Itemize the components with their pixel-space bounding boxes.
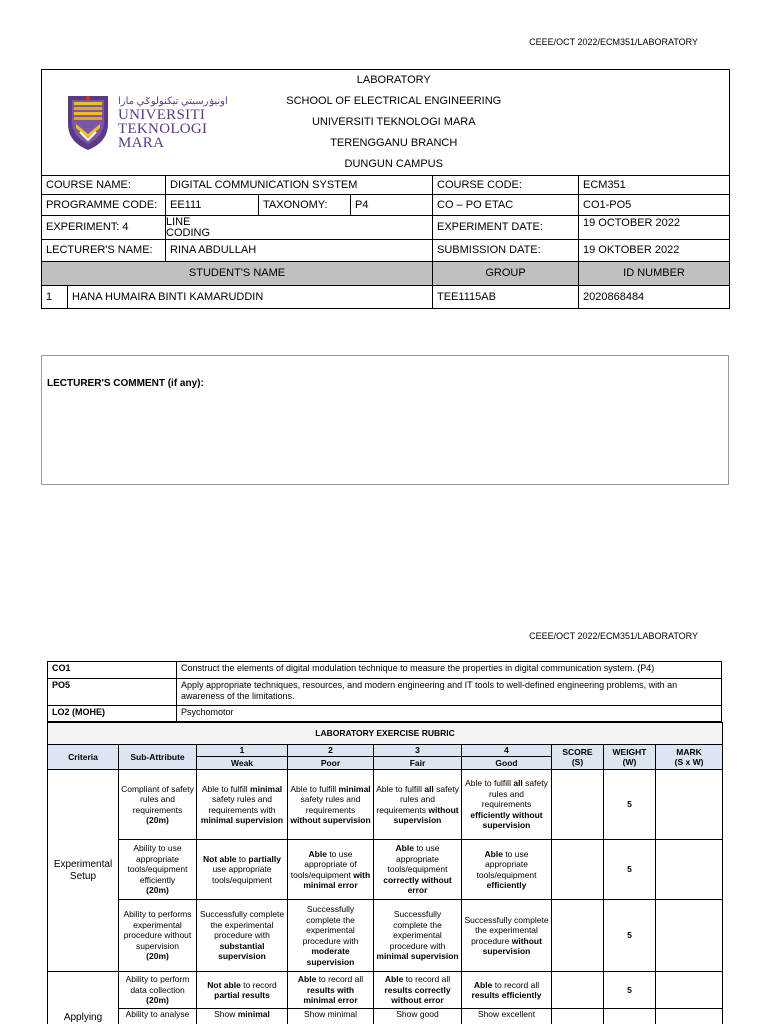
descriptor-fair: Successfully complete the experimental procedure with minimal supervision xyxy=(374,900,462,972)
course-code-label: COURSE CODE: xyxy=(433,176,579,195)
score-cell[interactable] xyxy=(552,770,604,840)
level-number: 1 xyxy=(197,745,288,757)
experiment-title xyxy=(166,216,433,240)
student-id: 2020868484 xyxy=(579,286,730,309)
descriptor-good: Able to fulfill all safety rules and requirements efficiently without supervision xyxy=(462,770,552,840)
descriptor-poor: Able to use appropriate of tools/equipment with minimal error xyxy=(288,840,374,900)
level-name: Good xyxy=(462,757,552,770)
logo-line-1: UNIVERSITI xyxy=(118,106,206,123)
group-header: GROUP xyxy=(433,262,579,286)
descriptor-fair: Able to record all results correctly without error xyxy=(374,972,462,1009)
programme-code-label: PROGRAMME CODE: xyxy=(42,195,166,216)
descriptor-poor: Successfully complete the experimental procedure with moderate supervision xyxy=(288,900,374,972)
lecturer-comment-label: LECTURER'S COMMENT (if any): xyxy=(47,378,204,389)
outcome-key: CO1 xyxy=(48,662,177,679)
rubric-row xyxy=(48,770,723,840)
outcome-key: LO2 (MOHE) xyxy=(48,706,177,722)
experiment-label: EXPERIMENT: 4 xyxy=(42,216,166,240)
descriptor-good: Able to record all results efficiently xyxy=(462,972,552,1009)
descriptor-poor: Able to record all results with minimal error xyxy=(288,972,374,1009)
level-name: Fair xyxy=(374,757,462,770)
rubric-title: LABORATORY EXERCISE RUBRIC xyxy=(48,723,723,745)
logo-line-2: TEKNOLOGI xyxy=(118,120,208,137)
header-titles xyxy=(259,70,730,176)
weight-cell: 5 xyxy=(604,972,656,1009)
student-cell xyxy=(42,286,433,309)
rubric-table xyxy=(47,722,723,1024)
id-number-header: ID NUMBER xyxy=(579,262,730,286)
level-number: 3 xyxy=(374,745,462,757)
course-outcomes-table xyxy=(47,661,722,722)
lecturer-label: LECTURER'S NAME: xyxy=(42,240,166,262)
page-reference: CEEE/OCT 2022/ECM351/LABORATORY xyxy=(529,37,698,47)
experiment-title-line-2: CODING xyxy=(166,226,210,239)
weight-cell: 5 xyxy=(604,840,656,900)
logo-jawi-text: اونيۏرسيتي تيكنولوݢي مارا xyxy=(118,95,228,107)
course-code-value: ECM351 xyxy=(579,176,730,195)
logo-line-3: MARA xyxy=(118,134,165,151)
descriptor-weak: Able to fulfill minimal safety rules and requirements with minimal supervision xyxy=(197,770,288,840)
descriptor-poor: Able to fulfill minimal safety rules and requirements without supervision xyxy=(288,770,374,840)
title-branch: TERENGGANU BRANCH xyxy=(330,137,458,149)
taxonomy-value: P4 xyxy=(351,195,433,216)
descriptor-fair: Able to fulfill all safety rules and requirements without supervision xyxy=(374,770,462,840)
lecturer-comment-box[interactable] xyxy=(41,355,729,485)
level-number: 2 xyxy=(288,745,374,757)
taxonomy-label: TAXONOMY: xyxy=(259,195,351,216)
weight-cell xyxy=(604,1009,656,1024)
header-table xyxy=(41,69,730,309)
descriptor-poor: Show minimal xyxy=(288,1009,374,1024)
mark-header: MARK (S x W) xyxy=(656,745,723,770)
co-po-label: CO – PO ETAC xyxy=(433,195,579,216)
page-reference-2: CEEE/OCT 2022/ECM351/LABORATORY xyxy=(529,631,698,641)
submission-date-label: SUBMISSION DATE: xyxy=(433,240,579,262)
experiment-date-value: 19 OCTOBER 2022 xyxy=(579,216,730,240)
descriptor-weak: Not able to partially use appropriate tools/equipment xyxy=(197,840,288,900)
level-number: 4 xyxy=(462,745,552,757)
lecturer-value: RINA ABDULLAH xyxy=(166,240,433,262)
uitm-crest-icon xyxy=(66,94,110,152)
sub-attribute: Compliant of safety rules and requirements (20m) xyxy=(119,770,197,840)
descriptor-weak: Successfully complete the experimental procedure with substantial supervision xyxy=(197,900,288,972)
co-po-value: CO1-PO5 xyxy=(579,195,730,216)
mark-cell[interactable] xyxy=(656,1009,723,1024)
mark-cell[interactable] xyxy=(656,840,723,900)
sub-attribute: Ability to performs experimental procedure without supervision (20m) xyxy=(119,900,197,972)
title-laboratory: LABORATORY xyxy=(356,74,431,86)
descriptor-good: Successfully complete the experimental procedure without supervision xyxy=(462,900,552,972)
experiment-title-line-1: LINE xyxy=(166,215,191,228)
experiment-date-label: EXPERIMENT DATE: xyxy=(433,216,579,240)
mark-cell[interactable] xyxy=(656,972,723,1009)
mark-cell[interactable] xyxy=(656,770,723,840)
sub-attribute: Ability to analyse xyxy=(119,1009,197,1024)
descriptor-fair: Show good xyxy=(374,1009,462,1024)
score-cell[interactable] xyxy=(552,840,604,900)
student-row xyxy=(42,286,730,309)
weight-cell: 5 xyxy=(604,770,656,840)
title-campus: DUNGUN CAMPUS xyxy=(344,158,443,170)
score-cell[interactable] xyxy=(552,972,604,1009)
weight-cell: 5 xyxy=(604,900,656,972)
student-name-header: STUDENT'S NAME xyxy=(42,262,433,286)
rubric-row xyxy=(48,1009,723,1024)
descriptor-good: Able to use appropriate tools/equipment efficiently xyxy=(462,840,552,900)
level-name: Poor xyxy=(288,757,374,770)
rubric-row xyxy=(48,840,723,900)
score-header: SCORE (S) xyxy=(552,745,604,770)
criteria-header: Criteria xyxy=(48,745,119,770)
title-school: SCHOOL OF ELECTRICAL ENGINEERING xyxy=(286,95,502,107)
sub-attribute: Ability to use appropriate tools/equipment efficiently (20m) xyxy=(119,840,197,900)
rubric-row xyxy=(48,972,723,1009)
score-cell[interactable] xyxy=(552,1009,604,1024)
student-number: 1 xyxy=(42,286,68,308)
student-group: TEE1115AB xyxy=(433,286,579,309)
programme-code-value: EE111 xyxy=(166,195,259,216)
sub-attribute: Ability to perform data collection (20m) xyxy=(119,972,197,1009)
title-university: UNIVERSITI TEKNOLOGI MARA xyxy=(311,116,476,128)
mark-cell[interactable] xyxy=(656,900,723,972)
course-name-label: COURSE NAME: xyxy=(42,176,166,195)
outcome-key: PO5 xyxy=(48,679,177,706)
course-name-value: DIGITAL COMMUNICATION SYSTEM xyxy=(166,176,433,195)
descriptor-good: Show excellent xyxy=(462,1009,552,1024)
descriptor-weak: Show minimal xyxy=(197,1009,288,1024)
student-name: HANA HUMAIRA BINTI KAMARUDDIN xyxy=(72,290,264,303)
level-name: Weak xyxy=(197,757,288,770)
rubric-row xyxy=(48,900,723,972)
outcome-text: Psychomotor xyxy=(177,706,722,722)
criteria-experimental-setup: Experimental Setup xyxy=(48,770,119,972)
outcome-text: Apply appropriate techniques, resources, and modern engineering and IT tools to well-defined engineering problems, with an awareness of the limitations. xyxy=(177,679,722,706)
score-cell[interactable] xyxy=(552,900,604,972)
criteria-applying: Applying xyxy=(48,972,119,1024)
submission-date-value: 19 OKTOBER 2022 xyxy=(579,240,730,262)
outcome-text: Construct the elements of digital modulation technique to measure the properties in digital communication system. (P4) xyxy=(177,662,722,679)
descriptor-weak: Not able to record partial results xyxy=(197,972,288,1009)
descriptor-fair: Able to use appropriate tools/equipment correctly without error xyxy=(374,840,462,900)
weight-header: WEIGHT (W) xyxy=(604,745,656,770)
sub-attribute-header: Sub-Attribute xyxy=(119,745,197,770)
